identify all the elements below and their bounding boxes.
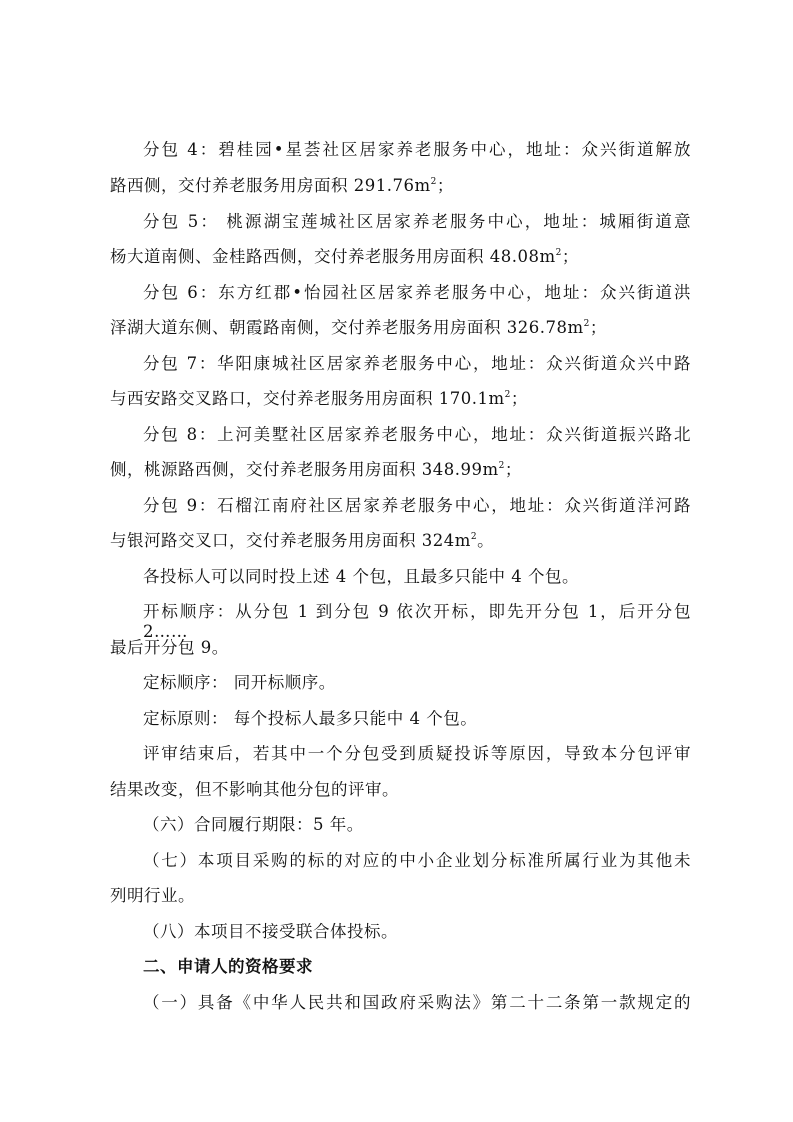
item-6-text: （六）合同履行期限：5 年。: [143, 815, 364, 834]
item-7-line-2: 列明行业。: [110, 886, 195, 905]
package-8-line-1: 分包 8：上河美墅社区居家养老服务中心，地址：众兴街道振兴路北: [143, 425, 691, 444]
package-4-line-2: 路西侧，交付养老服务用房面积 $291.76m^2$；: [110, 176, 454, 195]
section-2-heading: 二、申请人的资格要求: [143, 957, 313, 976]
review-line-2: 结果改变，但不影响其他分包的评审。: [110, 780, 399, 799]
package-4-line-1: 分包 4：碧桂园•星荟社区居家养老服务中心，地址：众兴街道解放: [143, 140, 691, 159]
bid-limit-text: 各投标人可以同时投上述 4 个包，且最多只能中 4 个包。: [143, 567, 579, 586]
review-line-1: 评审结束后，若其中一个分包受到质疑投诉等原因，导致本分包评审: [143, 744, 691, 763]
requirement-1-line-1: （一）具备《中华人民共和国政府采购法》第二十二条第一款规定的: [143, 993, 691, 1012]
package-6-line-2: 泽湖大道东侧、朝霞路南侧，交付养老服务用房面积 $326.78m^2$；: [110, 318, 607, 337]
package-7-line-1: 分包 7：华阳康城社区居家养老服务中心，地址：众兴街道众兴中路: [143, 354, 691, 373]
package-6-line-1: 分包 6：东方红郡•怡园社区居家养老服务中心，地址：众兴街道洪: [143, 283, 691, 302]
package-5-line-1: 分包 5： 桃源湖宝莲城社区居家养老服务中心，地址：城厢街道意: [143, 212, 691, 231]
item-7-line-1: （七）本项目采购的标的对应的中小企业划分标准所属行业为其他未: [143, 851, 691, 870]
package-7-line-2: 与西安路交叉路口，交付养老服务用房面积 $170.1m^2$；: [110, 389, 528, 408]
package-5-line-2: 杨大道南侧、金桂路西侧，交付养老服务用房面积 $48.08m^2$；: [110, 247, 579, 266]
item-8-text: （八）本项目不接受联合体投标。: [143, 922, 398, 941]
opening-order-line-1: 开标顺序：从分包 1 到分包 9 依次开标，即先开分包 1，后开分包 2……: [143, 602, 691, 641]
award-order-text: 定标顺序： 同开标顺序。: [143, 673, 336, 692]
opening-order-line-2: 最后开分包 9。: [110, 638, 229, 657]
package-8-line-2: 侧，桃源路西侧，交付养老服务用房面积 $348.99m^2$；: [110, 460, 522, 479]
award-principle-text: 定标原则： 每个投标人最多只能中 4 个包。: [143, 709, 478, 728]
package-9-line-1: 分包 9：石榴江南府社区居家养老服务中心，地址：众兴街道洋河路: [143, 496, 691, 515]
package-9-line-2: 与银河路交叉口，交付养老服务用房面积 $324m^2$。: [110, 531, 495, 550]
